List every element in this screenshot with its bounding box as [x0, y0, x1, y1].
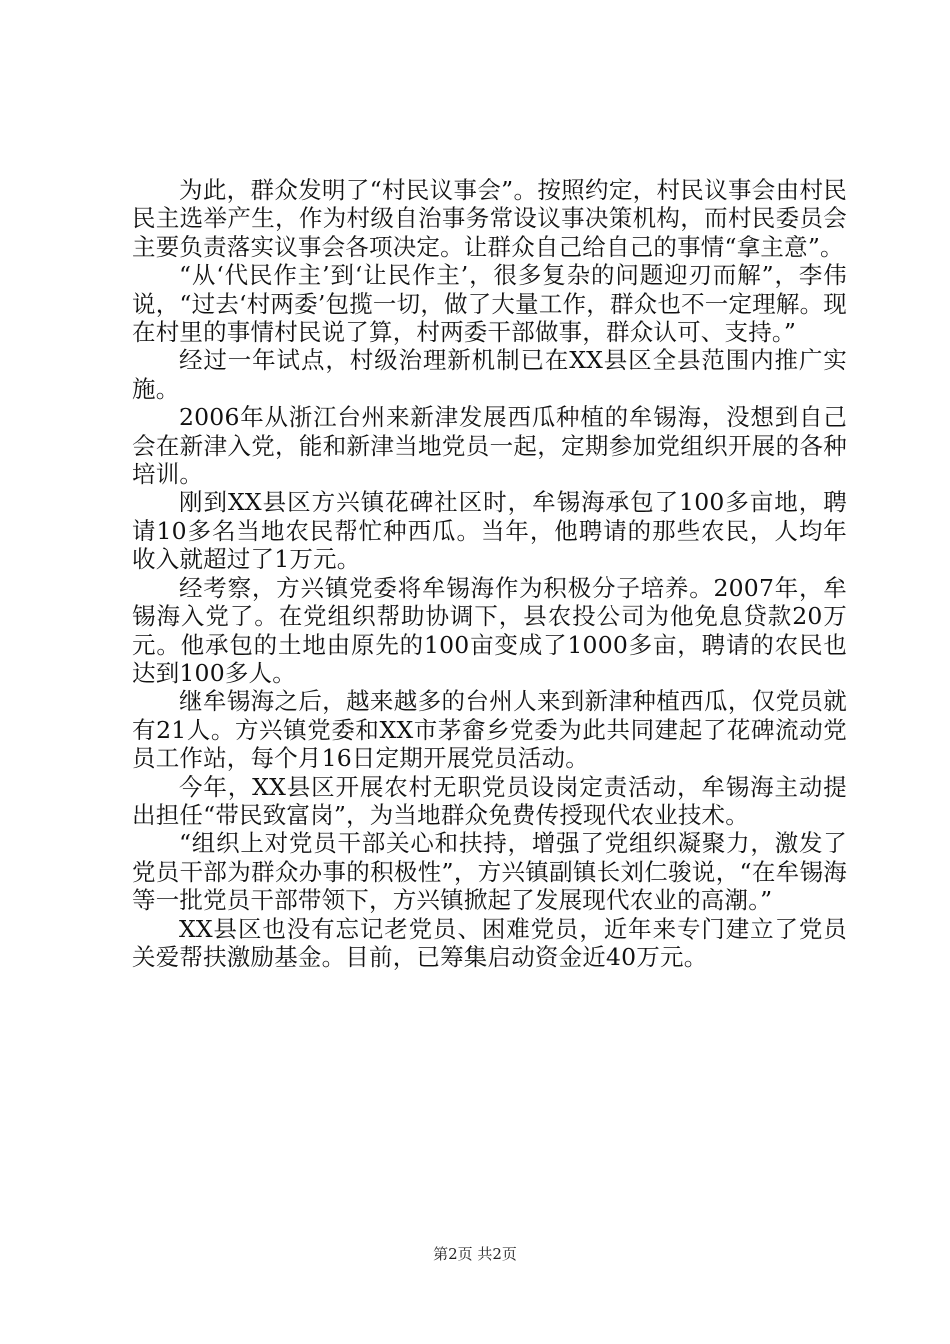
paragraph: XX县区也没有忘记老党员、困难党员，近年来专门建立了党员关爱帮扶激励基金。目前，已筹集启动资金近40万元。: [132, 914, 847, 971]
paragraph: 刚到XX县区方兴镇花碑社区时，牟锡海承包了100多亩地，聘请10多名当地农民帮忙种西瓜。当年，他聘请的那些农民，人均年收入就超过了1万元。: [132, 488, 847, 574]
paragraph: 经过一年试点，村级治理新机制已在XX县区全县范围内推广实施。: [132, 346, 847, 403]
paragraph: 为此，群众发明了“村民议事会”。按照约定，村民议事会由村民民主选举产生，作为村级自治事务常设议事决策机构，而村民委员会主要负责落实议事会各项决定。让群众自己给自己的事情“拿主意”。: [132, 176, 847, 261]
paragraph: 继牟锡海之后，越来越多的台州人来到新津种植西瓜，仅党员就有21人。方兴镇党委和XX市茅畲乡党委为此共同建起了花碑流动党员工作站，每个月16日定期开展党员活动。: [132, 687, 847, 773]
document-body: [132, 176, 847, 971]
page-footer: 第2页 共2页: [433, 1245, 517, 1263]
paragraph: 今年，XX县区开展农村无职党员设岗定责活动，牟锡海主动提出担任“带民致富岗”，为当地群众免费传授现代农业技术。: [132, 772, 847, 829]
paragraph: “组织上对党员干部关心和扶持，增强了党组织凝聚力，激发了党员干部为群众办事的积极性”，方兴镇副镇长刘仁骏说，“在牟锡海等一批党员干部带领下，方兴镇掀起了发展现代农业的高潮。”: [132, 829, 847, 915]
paragraph: 2006年从浙江台州来新津发展西瓜种植的牟锡海，没想到自己会在新津入党，能和新津当地党员一起，定期参加党组织开展的各种培训。: [132, 403, 847, 489]
paragraph: 经考察，方兴镇党委将牟锡海作为积极分子培养。2007年，牟锡海入党了。在党组织帮助协调下，县农投公司为他免息贷款20万元。他承包的土地由原先的100亩变成了1000多亩，聘请的农民也达到100多人。: [132, 573, 847, 687]
paragraph: “从‘代民作主’到‘让民作主’，很多复杂的问题迎刃而解”，李伟说，“过去‘村两委’包揽一切，做了大量工作，群众也不一定理解。现在村里的事情村民说了算，村两委干部做事，群众认可、支持。”: [132, 261, 847, 347]
